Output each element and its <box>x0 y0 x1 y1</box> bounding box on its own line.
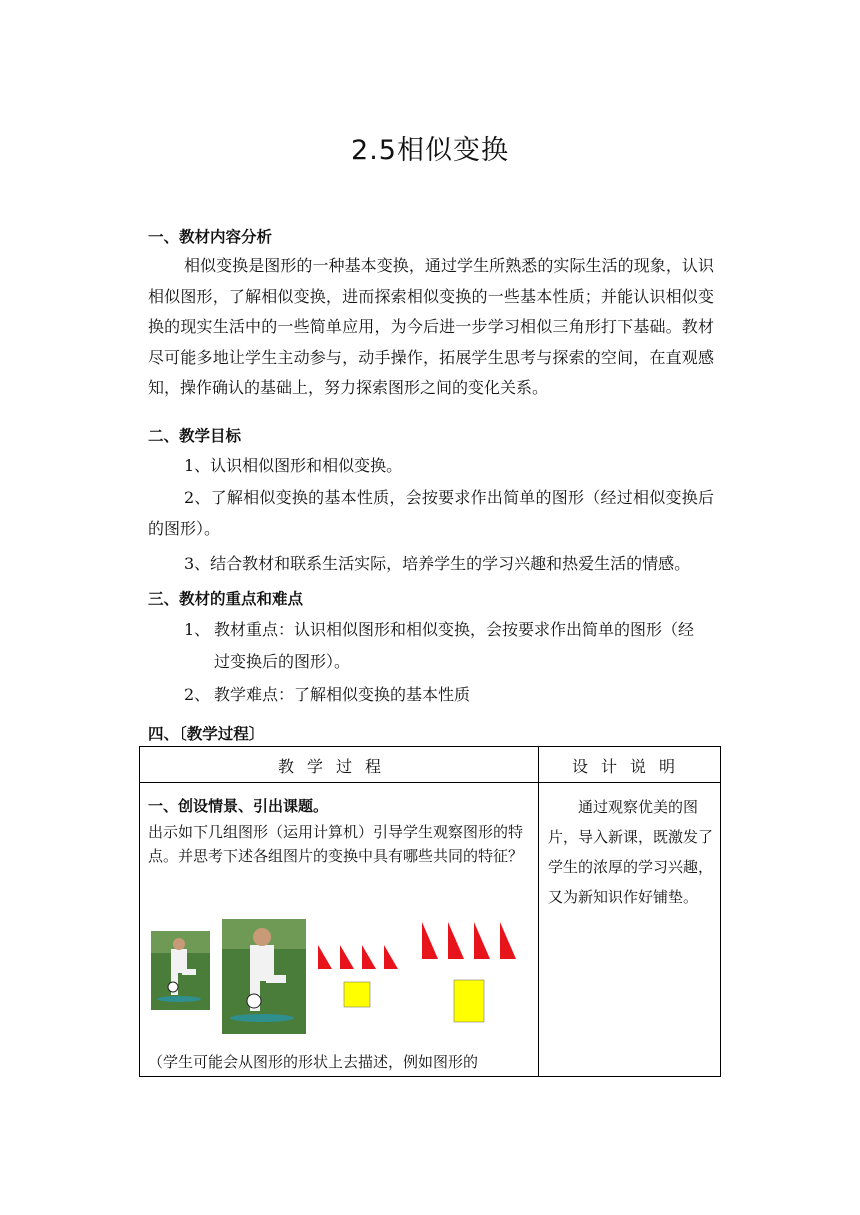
keypoint-2-text: 教学难点：了解相似变换的基本性质 <box>214 685 471 704</box>
player-photo-large <box>222 919 306 1034</box>
triangle-small-3 <box>362 945 376 969</box>
cell-heading: 一、创设情景、引出课题。 <box>148 797 329 815</box>
page-title: 2.5相似变换 <box>351 135 509 166</box>
shape-group-large <box>416 919 522 1025</box>
keypoint-1-line2: 过变换后的图形）。 <box>214 652 351 671</box>
triangle-large-4 <box>500 922 516 959</box>
column-header-design: 设计说明 <box>572 757 689 776</box>
header-divider <box>140 782 720 783</box>
goal-item-2: 2、了解相似变换的基本性质，会按要求作出简单的图形（经过相似变换后的图形）。 <box>148 488 714 538</box>
square-small <box>344 982 370 1007</box>
player-photo-small <box>151 931 210 1010</box>
triangle-small-1 <box>318 945 332 969</box>
section-heading-keypoints: 三、教材的重点和难点 <box>148 590 304 608</box>
square-large <box>454 980 484 1022</box>
section-heading-process: 四、〔教学过程〕 <box>148 725 265 743</box>
keypoint-1-line1: 教材重点：认识相似图形和相似变换，会按要求作出简单的图形（经 <box>214 620 695 639</box>
triangle-small-2 <box>340 945 354 969</box>
triangle-large-3 <box>474 922 490 959</box>
goal-item-1: 1、认识相似图形和相似变换。 <box>184 456 403 475</box>
shape-group-small <box>312 942 404 1012</box>
teaching-process-table <box>139 746 721 1077</box>
keypoint-1-number: 1、 <box>184 620 211 639</box>
column-divider <box>538 747 539 1076</box>
column-header-process: 教学过程 <box>278 757 395 776</box>
triangle-large-2 <box>448 922 464 959</box>
section-heading-goals: 二、教学目标 <box>148 427 242 445</box>
section-heading-analysis: 一、教材内容分析 <box>148 228 273 246</box>
triangle-large-1 <box>422 922 438 959</box>
cell-text: 出示如下几组图形（运用计算机）引导学生观察图形的特点。并思考下述各组图片的变换中具有哪些共同的特征？ <box>148 823 524 865</box>
goal-item-3: 3、结合教材和联系生活实际，培养学生的学习兴趣和热爱生活的情感。 <box>184 554 691 573</box>
analysis-paragraph: 相似变换是图形的一种基本变换，通过学生所熟悉的实际生活的现象，认识相似图形，了解相似变换，进而探索相似变换的一些基本性质；并能认识相似变换的现实生活中的一些简单应用，为今后进一步学习相似三角形打下基础。教材尽可能多地让学生主动参与，动手操作，拓展学生思考与探索的空间，在直观感知，操作确认的基础上，努力探索图形之间的变化关系。 <box>148 256 714 397</box>
triangle-small-4 <box>384 945 398 969</box>
design-note: 通过观察优美的图片，导入新课，既激发了学生的浓厚的学习兴趣，又为新知识作好铺垫。 <box>548 798 714 906</box>
cell-bottom-text: （学生可能会从图形的形状上去描述，例如图形的 <box>148 1053 479 1071</box>
keypoint-2-number: 2、 <box>184 685 211 704</box>
